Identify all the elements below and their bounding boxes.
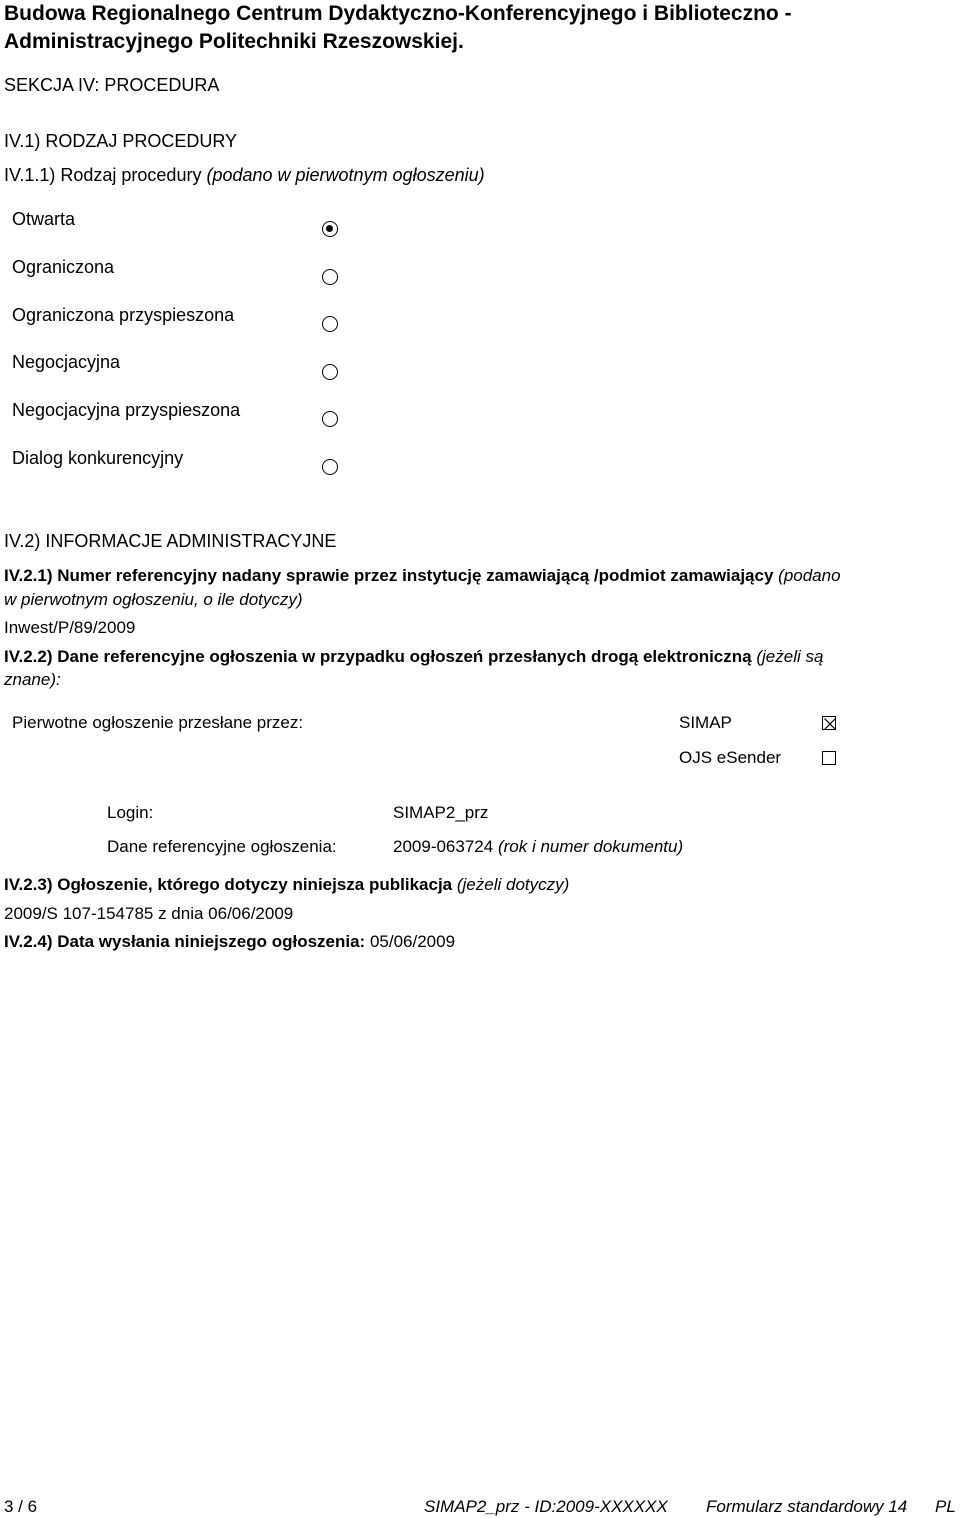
section-heading: SEKCJA IV: PROCEDURA — [4, 75, 220, 95]
iv2-4-heading: IV.2.4) Data wysłania niniejszego ogłoszenia: — [4, 932, 366, 951]
procedure-radio-negocjacyjna-przyspieszona[interactable] — [322, 411, 338, 427]
simap-checkbox[interactable] — [822, 716, 836, 730]
iv2-2-line-1 — [4, 647, 823, 667]
publication-reference-value: 2009/S 107-154785 z dnia 06/06/2009 — [4, 904, 294, 923]
procedure-radio-negocjacyjna[interactable] — [322, 364, 338, 380]
login-label: Login: — [107, 803, 154, 822]
reference-data-number: 2009-063724 — [393, 837, 494, 856]
footer-form-name: Formularz standardowy 14 — [706, 1497, 908, 1516]
procedure-option-label: Ograniczona — [12, 257, 115, 277]
iv2-1-heading: IV.2.1) Numer referencyjny nadany sprawie przez instytucję zamawiającą /podmiot zamawiający — [4, 566, 774, 585]
sent-by-label: Pierwotne ogłoszenie przesłane przez: — [12, 713, 304, 732]
procedure-option-label: Negocjacyjna przyspieszona — [12, 400, 241, 420]
simap-label: SIMAP — [679, 713, 732, 732]
procedure-option-label: Otwarta — [12, 209, 76, 229]
iv1-1-heading-text: IV.1.1) Rodzaj procedury — [4, 165, 202, 185]
ojs-esender-checkbox[interactable] — [822, 751, 836, 765]
iv2-3-note: (jeżeli dotyczy) — [456, 875, 570, 894]
document-title-line-1: Budowa Regionalnego Centrum Dydaktyczno-Konferencyjnego i Biblioteczno - — [4, 2, 792, 25]
footer-document-id: SIMAP2_prz - ID:2009-XXXXXX — [424, 1497, 668, 1516]
iv2-1-note-b: w pierwotnym ogłoszeniu, o ile dotyczy) — [4, 590, 303, 609]
procedure-option-label: Negocjacyjna — [12, 352, 121, 372]
iv1-1-heading-note: (podano w pierwotnym ogłoszeniu) — [206, 165, 485, 185]
procedure-option-label: Ograniczona przyspieszona — [12, 305, 235, 325]
procedure-option-label: Dialog konkurencyjny — [12, 448, 184, 468]
iv2-3-line — [4, 875, 569, 895]
iv2-1-note-a: (podano — [778, 566, 841, 585]
procedure-radio-ograniczona-przyspieszona[interactable] — [322, 316, 338, 332]
iv2-1-line-1 — [4, 566, 841, 586]
reference-data-label: Dane referencyjne ogłoszenia: — [107, 837, 337, 856]
iv2-2-note-a: (jeżeli są — [756, 647, 824, 666]
cross-icon — [823, 717, 837, 731]
iv2-2-note-b: znane): — [4, 670, 61, 689]
iv2-2-heading: IV.2.2) Dane referencyjne ogłoszenia w przypadku ogłoszeń przesłanych drogą elektroniczną — [4, 647, 752, 666]
iv2-heading: IV.2) INFORMACJE ADMINISTRACYJNE — [4, 531, 337, 551]
reference-data-value — [393, 837, 683, 857]
iv1-1-heading — [4, 165, 485, 186]
procedure-radio-otwarta[interactable] — [322, 221, 338, 237]
login-value: SIMAP2_prz — [393, 803, 489, 822]
procedure-radio-ograniczona[interactable] — [322, 269, 338, 285]
iv2-4-line — [4, 932, 455, 952]
dispatch-date-value: 05/06/2009 — [369, 932, 456, 951]
reference-number-value: Inwest/P/89/2009 — [4, 618, 136, 637]
procedure-radio-dialog-konkurencyjny[interactable] — [322, 459, 338, 475]
footer-page-number: 3 / 6 — [4, 1497, 38, 1516]
iv2-3-heading: IV.2.3) Ogłoszenie, którego dotyczy niniejsza publikacja — [4, 875, 453, 894]
footer-language: PL — [935, 1497, 956, 1516]
ojs-esender-label: OJS eSender — [679, 748, 782, 767]
reference-data-note: (rok i numer dokumentu) — [497, 837, 684, 856]
document-title-line-2: Administracyjnego Politechniki Rzeszowskiej. — [4, 30, 464, 53]
iv1-heading: IV.1) RODZAJ PROCEDURY — [4, 131, 238, 151]
